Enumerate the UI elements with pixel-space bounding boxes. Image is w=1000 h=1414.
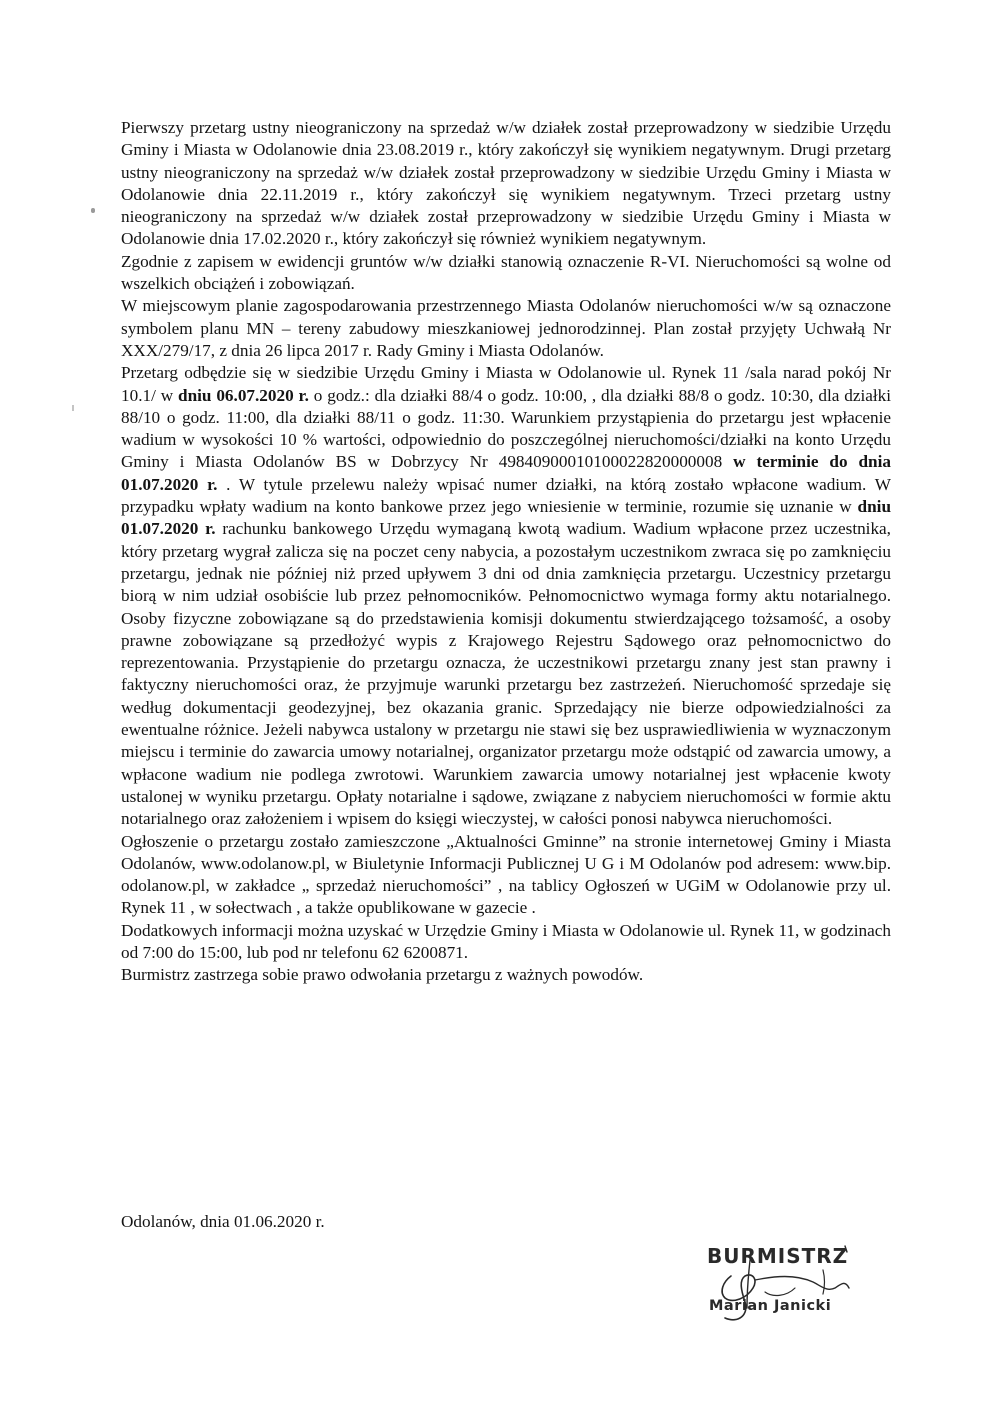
mayor-stamp [695,1232,865,1327]
paragraph-land-registry [121,251,891,296]
text-run: Pierwszy przetarg ustny nieograniczony na sprzedaż w/w działek został przeprowadzony w siedzibie Urzędu Gminy i Miasta w Odolanowie dnia 23.08.2019 r., który zakończył się wynikiem negatywnym. Drugi przetarg ustny nieograniczony na sprzedaż w/w działek został przeprowadzony w siedzibie Urzędu Gminy i Miasta w Odolanowie dnia 22.11.2019 r., który zakończył się wynikiem negatywnym. Trzeci przetarg ustny nieograniczony na sprzedaż w/w działek został przeprowadzony w siedzibie Urzędu Gminy i Miasta w Odolanowie dnia 17.02.2020 r., który zakończył się również wynikiem negatywnym. [121,118,891,249]
text-run: o godz.: dla działki 88/4 o godz. 10:00, , dla działki 88/8 o godz. 10:30, dla działki 88/10 o godz. 11:00, dla działki 88/11 o godz. 11:30. Warunkiem przystąpienia do przetargu jest wpłacenie wadium w wysokości 10 % wartości, odpowiednio do poszczególnej nieruchomości/działki na konto Urzędu Gminy i Miasta Odolanów BS w Dobrzycy Nr 49840900010100022820000008 [121,385,891,472]
document-body [121,117,891,987]
bold-deadline: w terminie do dnia 01.07.2020 r. [121,452,891,494]
paragraph-contact [121,920,891,965]
text-run: Zgodnie z zapisem w ewidencji gruntów w/w działki stanowią oznaczenie R-VI. Nieruchomości są wolne od wszelkich obciążeń i zobowiązań. [121,251,891,294]
paragraph-reservation [121,964,891,986]
paragraph-zoning-plan [121,295,891,362]
handwritten-signature [695,1232,865,1327]
scan-speck [91,208,95,213]
text-run: Ogłoszenie o przetargu zostało zamieszczone „Aktualności Gminne” na stronie internetowej Gminy i Miasta Odolanów, www.odolanow.pl, w Biuletynie Informacji Publicznej U G i M Odolanów pod adresem: www.bip. odolanow.pl, w zakładce „ sprzedaż nieruchomości” , na tablicy Ogłoszeń w UGiM w Odolanowie przy ul. Rynek 11 , w sołectwach , a także opublikowane w gazecie . [121,831,891,918]
place-and-date: Odolanów, dnia 01.06.2020 r. [121,1212,325,1231]
paragraph-previous-tenders [121,117,891,251]
scan-speck [72,405,74,411]
bold-date: dniu 01.07.2020 r. [121,497,891,539]
bold-date: dniu 06.07.2020 r. [178,385,309,405]
text-run: . W tytule przelewu należy wpisać numer działki, na którą zostało wpłacone wadium. W przypadku wpłaty wadium na konto bankowe przez jego wniesienie w terminie, rozumie się uznanie w [121,474,891,517]
stamp-name: Marian Janicki [709,1298,832,1314]
text-run: rachunku bankowego Urzędu wymaganą kwotą wadium. Wadium wpłacone przez uczestnika, który przetarg wygrał zalicza się na poczet ceny nabycia, a pozostałym uczestnikom zwraca się po zamknięciu przetargu, jednak nie później niż przed upływem 3 dni od dnia zamknięcia przetargu. Uczestnicy przetargu biorą w nim udział osobiście lub przez pełnomocników. Pełnomocnictwo wymaga formy aktu notarialnego. Osoby fizyczne zobowiązane są do przedstawienia komisji dokumentu stwierdzającego tożsamość, a osoby prawne zobowiązane są przedłożyć wypis z Krajowego Rejestru Sądowego oraz pełnomocnictwo do reprezentowania. Przystąpienie do przetargu oznacza, że uczestnikowi przetargu znany jest stan prawny i faktyczny nieruchomości oraz, że przyjmuje warunki przetargu bez zastrzeżeń. Nieruchomość sprzedaje się według dokumentacji geodezyjnej, bez okazania granic. Sprzedający nie bierze odpowiedzialności za ewentualne różnice. Jeżeli nabywca ustalony w przetargu nie stawi się bez usprawiedliwienia w wyznaczonym miejscu i terminie do zawarcia umowy notarialnej, organizator przetargu może odstąpić od zawarcia umowy, a wpłacone wadium nie podlega zwrotowi. Warunkiem zawarcia umowy notarialnej jest wpłacenie kwoty ustalonej w wyniku przetargu. Opłaty notarialne i sądowe, związane z nabyciem nieruchomości w formie aktu notarialnego oraz założeniem i wpisem do księgi wieczystej, w całości ponosi nabywca nieruchomości. [121,519,891,829]
text-run: Przetarg odbędzie się w siedzibie Urzędu Gminy i Miasta w Odolanowie ul. Rynek 11 /sala narad pokój Nr 10.1/ w [121,363,891,405]
paragraph-tender-conditions [121,362,891,830]
text-run: W miejscowym planie zagospodarowania przestrzennego Miasta Odolanów nieruchomości w/w są oznaczone symbolem planu MN – tereny zabudowy mieszkaniowej jednorodzinnej. Plan został przyjęty Uchwałą Nr XXX/279/17, z dnia 26 lipca 2017 r. Rady Gminy i Miasta Odolanów. [121,296,891,360]
paragraph-publication [121,831,891,920]
text-run: Dodatkowych informacji można uzyskać w Urzędzie Gminy i Miasta w Odolanowie ul. Rynek 11, w godzinach od 7:00 do 15:00, lub pod nr telefonu 62 6200871. [121,920,891,962]
text-run: Burmistrz zastrzega sobie prawo odwołania przetargu z ważnych powodów. [121,965,644,985]
stamp-title: BURMISTRZ [707,1244,849,1268]
